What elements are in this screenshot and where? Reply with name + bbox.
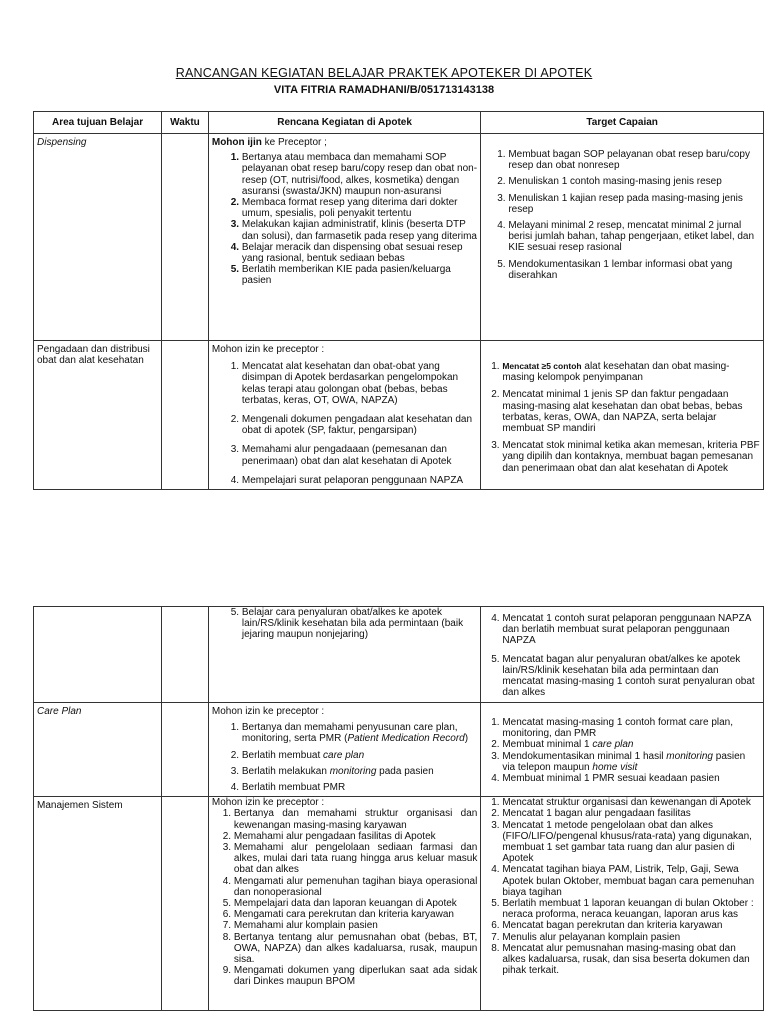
target-cell: [481, 797, 764, 1011]
time-cell: [162, 703, 209, 797]
list-item: 6. Mencatat bagan perekrutan dan kriteria karyawan: [502, 920, 760, 931]
list-item: 3. Mencatat 1 metode pengelolaan obat dan alkes (FIFO/LIFO/pengenal khusus/rata-rata) yang digunakan, membuat 1 set gambar tata ruang dan alur pasien di Apotek: [502, 820, 760, 865]
time-cell: [162, 341, 209, 490]
plan-intro: Mohon izin ke preceptor :: [211, 797, 325, 809]
plan-intro: Mohon izin ke preceptor :: [211, 344, 325, 355]
plan-cell: [208, 797, 480, 1011]
plan-cell: [208, 134, 480, 341]
plan-cell: [208, 703, 480, 797]
plan-text: Bertanya dan memahami penyusunan care plan, monitoring, serta PMR (: [241, 722, 458, 745]
list-item: 1. Bertanya dan memahami struktur organisasi dan kewenangan masing-masing karyawan: [234, 808, 477, 830]
list-item: 1. Membuat bagan SOP pelayanan obat resep baru/copy resep dan obat nonresep: [508, 149, 760, 171]
target-code: Mencatat ≥5 contoh: [502, 361, 582, 371]
table-row: [34, 703, 764, 797]
list-item: 3. Melakukan kajian administratif, klinis (beserta DTP dan solusi), dan farmasetik pada resep yang diterima: [242, 219, 477, 241]
list-item: 5. Mendokumentasikan 1 lembar informasi obat yang diserahkan: [508, 259, 760, 281]
plan-list: [212, 152, 477, 286]
plan-list: [212, 722, 477, 793]
table-row: [34, 797, 764, 1011]
document-subtitle: VITA FITRIA RAMADHANI/B/051713143138: [273, 84, 495, 96]
list-item: 5. Belajar cara penyaluran obat/alkes ke apotek lain/RS/klinik kesehatan bila ada permintaan (baik jejaring maupun nonjejaring): [242, 607, 477, 641]
intro-rest: ke Preceptor ;: [261, 137, 327, 148]
plan-list: [212, 808, 477, 987]
list-item: 3. Memahami alur pengelolaan sediaan farmasi dan alkes, mulai dari tata ruang hingga arus keluar masuk obat dan alkes: [234, 842, 477, 876]
list-item: 3. Memahami alur pengadaaan (pemesanan dan penerimaan) obat dan alat kesehatan di Apotek: [242, 444, 477, 466]
list-item: 4. Melayani minimal 2 resep, mencatat minimal 2 jurnal berisi jumlah bahan, tahap pengerjaan, etiket label, dan KIE sesuai resep rasional: [508, 220, 760, 254]
list-item: [502, 361, 760, 383]
list-item: 1. Bertanya atau membaca dan memahami SOP pelayanan obat resep baru/copy resep dan obat non-resep (OT, nutrisi/food, alkes, kosmetika) dengan asuransi (swasta/JKN) maupun non-asuransi: [242, 152, 477, 197]
plan-text: Berlatih melakukan: [241, 765, 330, 777]
list-item: 4. Membuat minimal 1 PMR sesuai keadaan pasien: [502, 773, 760, 784]
target-text: pasien via telepon maupun: [502, 750, 746, 773]
target-list: [484, 717, 760, 784]
area-cell: Pengadaan dan distribusi obat dan alat kesehatan: [34, 341, 162, 490]
list-item: 2. Memahami alur pengadaan fasilitas di Apotek: [234, 831, 477, 842]
plan-list: [212, 361, 477, 486]
target-rest: alat kesehatan dan obat masing-masing kelompok penyimpanan: [502, 361, 730, 384]
target-text: Mendokumentasikan minimal 1 hasil: [502, 750, 667, 762]
target-cell: [481, 134, 764, 341]
header-target: Target Capaian: [481, 112, 764, 134]
list-item: 4. Berlatih membuat PMR: [242, 782, 477, 793]
target-text-italic: monitoring: [666, 750, 713, 762]
plan-cell: [208, 341, 480, 490]
plan-text: ): [464, 733, 469, 745]
target-text: Membuat minimal 1: [502, 739, 593, 751]
plan-cell: [208, 607, 480, 703]
header-plan: Rencana Kegiatan di Apotek: [208, 112, 480, 134]
time-cell: [162, 797, 209, 1011]
list-item: 5. Berlatih membuat 1 laporan keuangan di bulan Oktober : neraca proforma, neraca keuangan, laporan arus kas: [502, 898, 760, 920]
list-item: 6. Mengamati cara perekrutan dan kriteria karyawan: [234, 909, 477, 920]
list-item: 7. Memahami alur komplain pasien: [234, 920, 477, 931]
list-item: 2. Mengenali dokumen pengadaan alat kesehatan dan obat di apotek (SP, faktur, pengarsipan): [242, 414, 477, 436]
plan-text: Berlatih membuat: [241, 749, 324, 761]
list-item: [502, 739, 760, 750]
list-item: [242, 722, 477, 744]
time-cell: [162, 607, 209, 703]
learning-plan-table: [33, 111, 764, 490]
plan-intro: [212, 137, 477, 148]
list-item: [242, 766, 477, 777]
target-text-italic: home visit: [592, 761, 638, 773]
list-item: [502, 751, 760, 773]
list-item: 5. Mencatat bagan alur penyaluran obat/alkes ke apotek lain/RS/klinik kesehatan bila ada permintaan dan mencatat masing-masing 1 contoh surat penyaluran obat dan alkes: [502, 654, 760, 699]
list-item: 4. Mempelajari surat pelaporan penggunaan NAPZA: [242, 475, 477, 486]
list-item: 8. Bertanya tentang alur pemusnahan obat (bebas, BT, OWA, NAPZA) dan alkes kadaluarsa, rusak, maupun sisa.: [234, 932, 477, 966]
table-row: [34, 607, 764, 703]
list-item: 4. Mencatat 1 contoh surat pelaporan penggunaan NAPZA dan berlatih membuat surat pelaporan penggunaan NAPZA: [502, 613, 760, 647]
list-item: 1. Mencatat masing-masing 1 contoh format care plan, monitoring, dan PMR: [502, 717, 760, 739]
list-item: 3. Menuliskan 1 kajian resep pada masing-masing jenis resep: [508, 193, 760, 215]
target-text-italic: care plan: [592, 739, 634, 751]
list-item: 3. Mencatat stok minimal ketika akan memesan, kriteria PBF yang dipilih dan kontaknya, membuat bagan pemesanan dan penerimaan obat dan alat kesehatan di Apotek: [502, 440, 760, 474]
plan-text: pada pasien: [376, 765, 434, 777]
target-cell: [481, 703, 764, 797]
table-row: [34, 134, 764, 341]
list-item: 5. Berlatih memberikan KIE pada pasien/keluarga pasien: [242, 264, 477, 286]
list-item: 4. Belajar meracik dan dispensing obat sesuai resep yang rasional, bentuk sediaan bebas: [242, 242, 477, 264]
list-item: 2. Mencatat 1 bagan alur pengadaan fasilitas: [502, 808, 760, 819]
list-item: 9. Mengamati dokumen yang diperlukan saat ada sidak dari Dinkes maupun BPOM: [234, 965, 477, 987]
document-title: RANCANGAN KEGIATAN BELAJAR PRAKTEK APOTEKER DI APOTEK: [175, 66, 593, 80]
table-row: [34, 341, 764, 490]
list-item: 2. Menuliskan 1 contoh masing-masing jenis resep: [508, 176, 760, 187]
plan-text-italic: monitoring: [329, 765, 377, 777]
header-time: Waktu: [162, 112, 209, 134]
list-item: 4. Mencatat tagihan biaya PAM, Listrik, Telp, Gaji, Sewa Apotek bulan Oktober, membuat bagan cara pemenuhan biaya tagihan: [502, 864, 760, 898]
table-header-row: [34, 112, 764, 134]
plan-text-italic: Patient Medication Record: [347, 733, 465, 745]
target-list: [484, 361, 760, 474]
list-item: 7. Menulis alur pelayanan komplain pasien: [502, 932, 760, 943]
header-area: Area tujuan Belajar: [34, 112, 162, 134]
area-cell: [34, 607, 162, 703]
plan-text-italic: care plan: [323, 749, 365, 761]
list-item: 2. Mencatat minimal 1 jenis SP dan faktur pengadaan masing-masing alat kesehatan dan obat bebas, bebas terbatas, keras, OWA, dan NAPZA, serta belajar membuat SP mandiri: [502, 389, 760, 434]
target-cell: [481, 341, 764, 490]
list-item: 1. Mencatat alat kesehatan dan obat-obat yang disimpan di Apotek berdasarkan pengelompokan kelas terapi atau golongan obat (bebas, bebas terbatas, keras, OT, OWA, NAPZA): [242, 361, 477, 406]
list-item: [242, 750, 477, 761]
plan-intro: Mohon izin ke preceptor :: [211, 706, 325, 717]
list-item: 4. Mengamati alur pemenuhan tagihan biaya operasional dan nonoperasional: [234, 876, 477, 898]
target-cell: [481, 607, 764, 703]
area-cell: Care Plan: [34, 703, 162, 797]
intro-bold: Mohon ijin: [211, 137, 262, 148]
target-list: [484, 613, 760, 698]
plan-list: [212, 607, 477, 641]
target-list: [484, 149, 760, 281]
list-item: 1. Mencatat struktur organisasi dan kewenangan di Apotek: [502, 797, 760, 808]
area-cell: Manajemen Sistem: [34, 797, 162, 1011]
learning-plan-table-continued: [33, 606, 764, 1011]
list-item: 8. Mencatat alur pemusnahan masing-masing obat dan alkes kadaluarsa, rusak, dan sisa beserta dokumen dan pihak terkait.: [502, 943, 760, 977]
list-item: 5. Mempelajari data dan laporan keuangan di Apotek: [234, 898, 477, 909]
target-list: [484, 797, 760, 976]
area-cell: Dispensing: [34, 134, 162, 341]
time-cell: [162, 134, 209, 341]
list-item: 2. Membaca format resep yang diterima dari dokter umum, spesialis, poli penyakit tertentu: [242, 197, 477, 219]
